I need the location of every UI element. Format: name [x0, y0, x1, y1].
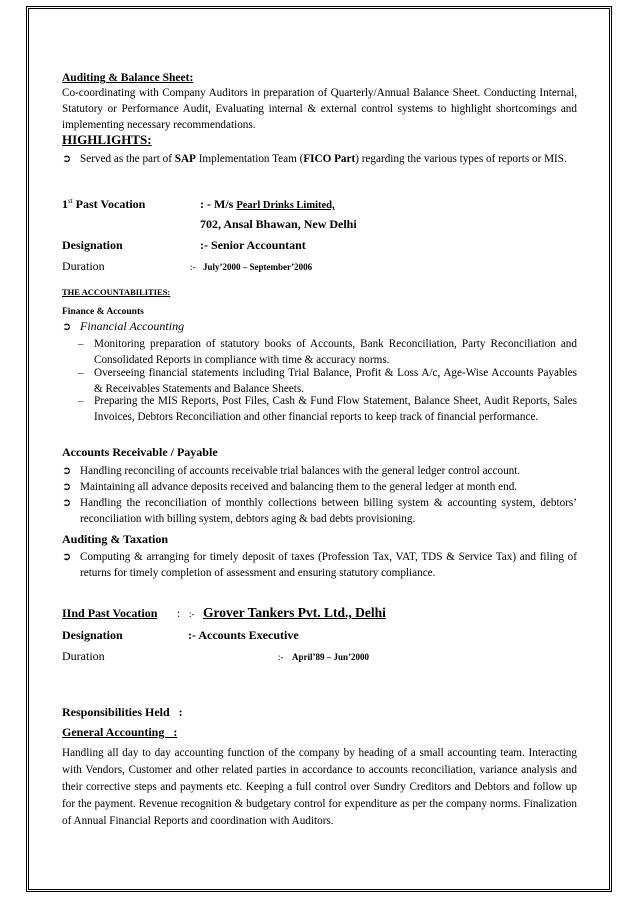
- highlight-item: Served as the part of SAP Implementation Team (FICO Part) regarding the various types of reports or MIS.: [80, 153, 567, 165]
- arrow-circle-icon: ➲: [62, 551, 72, 563]
- general-accounting-heading: General Accounting :: [62, 725, 178, 739]
- highlights-heading: HIGHLIGHTS:: [62, 132, 152, 147]
- ar-item: Maintaining all advance deposits received and balancing them to the general ledger at month end.: [80, 481, 518, 493]
- job2-designation-label: Designation: [62, 628, 123, 642]
- job1-address: 702, Ansal Bhawan, New Delhi: [200, 217, 357, 231]
- financial-accounting-heading: Financial Accounting: [80, 319, 185, 333]
- job1-vocation-label: 1st Past Vocation: [62, 197, 146, 211]
- finance-heading: Finance & Accounts: [62, 307, 144, 317]
- job2-vocation-colon: :: [177, 606, 181, 620]
- fa-item: Monitoring preparation of statutory books of Accounts, Bank Reconciliation, Party Reconciliation and Consolidated Reports in compliance with time & accuracy norms.: [94, 338, 577, 366]
- job2-duration-sep: :-: [278, 652, 284, 662]
- audit-heading: Auditing & Balance Sheet:: [62, 72, 194, 84]
- dash-bullet: –: [78, 395, 84, 407]
- audit-text: Co-coordinating with Company Auditors in preparation of Quarterly/Annual Balance Sheet. Conducting Internal, Statutory or Performance Audit, Evaluating internal & external control systems to highlight shortcomings and implementing necessary recommendations.: [62, 87, 577, 131]
- job1-company: : - M/s Pearl Drinks Limited,: [200, 197, 335, 211]
- fa-item: Overseeing financial statements including Trial Balance, Profit & Loss A/c, Age-Wise Accounts Payables & Receivables Statements and Balance Sheets.: [94, 367, 577, 395]
- job1-duration-sep: :-: [190, 262, 196, 272]
- job2-duration-label: Duration: [62, 649, 105, 663]
- job2-company-sep: :-: [189, 609, 195, 619]
- job2-company: Grover Tankers Pvt. Ltd., Delhi: [203, 605, 386, 620]
- job1-duration-value: July’2000 – September’2006: [203, 262, 313, 272]
- arrow-circle-icon: ➲: [62, 481, 72, 493]
- ar-item: Handling reconciling of accounts receivable trial balances with the general ledger control account.: [80, 465, 521, 477]
- job1-designation-label: Designation: [62, 238, 123, 252]
- ar-heading: Accounts Receivable / Payable: [62, 445, 218, 459]
- dash-bullet: –: [78, 338, 84, 350]
- tax-heading: Auditing & Taxation: [62, 532, 169, 546]
- job1-duration-label: Duration: [62, 259, 105, 273]
- job2-vocation-label: IInd Past Vocation: [62, 606, 158, 620]
- ar-item: Handling the reconciliation of monthly collections between billing system & accounting system, debtors’ reconciliation with billing system, debtors aging & bad debts provisioning.: [80, 497, 577, 525]
- dash-bullet: –: [78, 367, 84, 379]
- general-accounting-text: Handling all day to day accounting function of the company by heading of a small accounting team. Interacting with Vendors, Customer and other related parties in accordance to accounts reconciliation, variance analysis and their corrective steps and payments etc. Keeping a full control over Sundry Creditors and Debtors and follow up for the payment. Revenue recognition & budgetary control for expenditure as per the company norms. Finalization of Annual Financial Reports and coordination with Auditors.: [62, 747, 577, 827]
- job1-designation-value: :- Senior Accountant: [200, 238, 306, 252]
- arrow-circle-icon: ➲: [62, 465, 72, 477]
- accountabilities-heading: THE ACCOUNTABILITIES:: [62, 287, 171, 297]
- tax-item: Computing & arranging for timely deposit of taxes (Profession Tax, VAT, TDS & Service Tax) and filing of returns for timely completion of assessment and ensuring statutory compliance.: [80, 551, 577, 579]
- fa-item: Preparing the MIS Reports, Post Files, Cash & Fund Flow Statement, Balance Sheet, Audit Reports, Sales Invoices, Debtors Reconciliation and other financial reports to keep track of financial performance.: [94, 395, 577, 423]
- arrow-circle-icon: ➲: [62, 321, 72, 333]
- job2-designation-value: :- Accounts Executive: [188, 628, 299, 642]
- job2-duration-value: April’89 – Jun’2000: [292, 652, 370, 662]
- arrow-circle-icon: ➲: [62, 153, 72, 165]
- responsibilities-heading: Responsibilities Held :: [62, 705, 183, 719]
- arrow-circle-icon: ➲: [62, 497, 72, 509]
